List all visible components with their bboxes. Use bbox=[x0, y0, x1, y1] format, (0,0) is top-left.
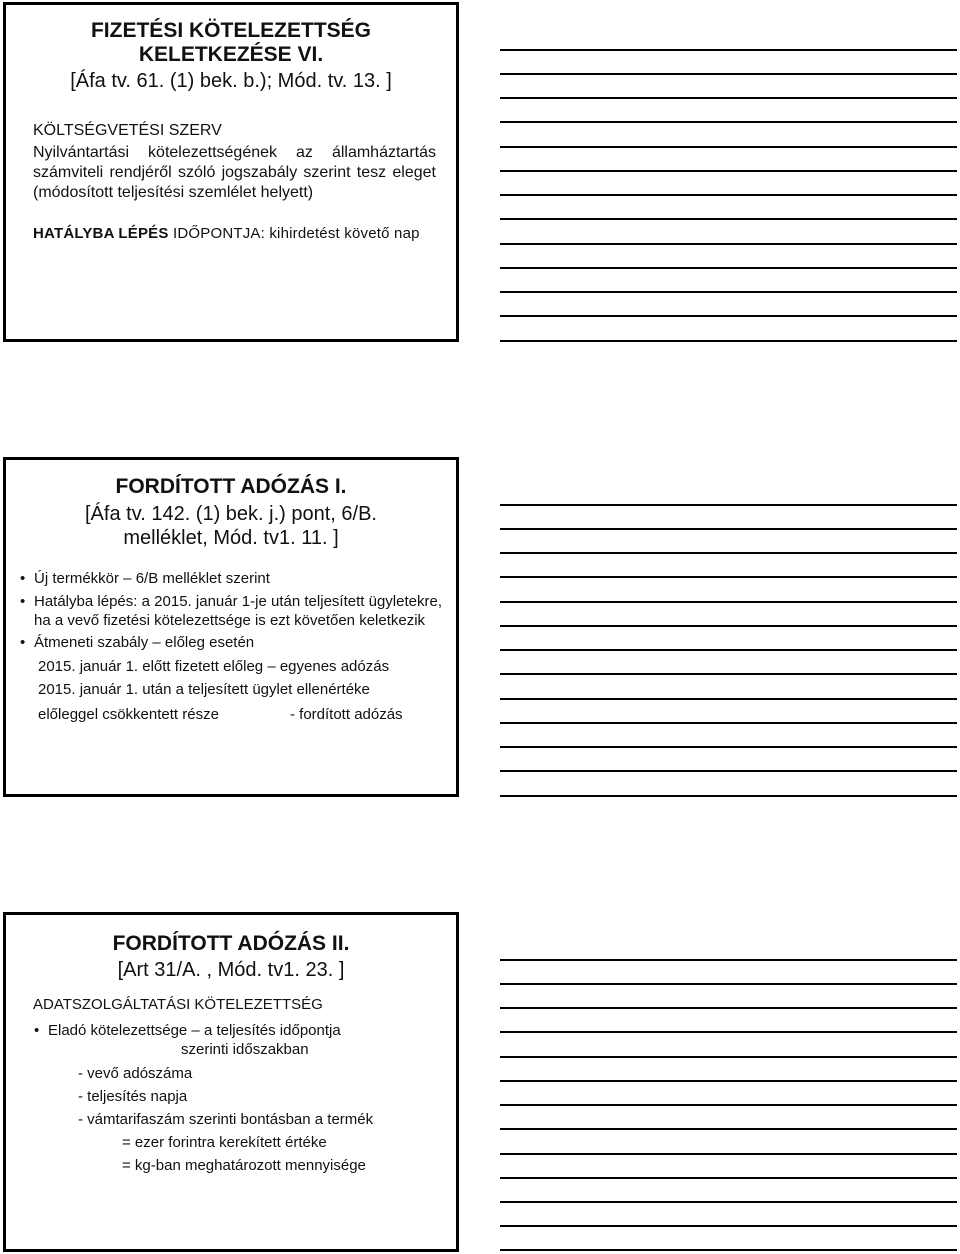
note-line bbox=[500, 1056, 957, 1058]
slide-2-line-3-right: - fordított adózás bbox=[290, 706, 403, 723]
slide-3-subtitle: [Art 31/A. , Mód. tv1. 23. ] bbox=[117, 959, 345, 981]
slide-2 bbox=[3, 457, 459, 797]
slide-2-bullet-1: • Új termékkör – 6/B melléklet szerint bbox=[16, 569, 442, 588]
note-line bbox=[500, 49, 957, 51]
note-line bbox=[500, 1249, 957, 1251]
note-line bbox=[500, 576, 957, 578]
note-line bbox=[500, 1177, 957, 1179]
note-line bbox=[500, 649, 957, 651]
slide-3-bullet-1: • Eladó kötelezettsége – a teljesítés időpontja bbox=[30, 1021, 442, 1040]
note-line bbox=[500, 170, 957, 172]
note-line bbox=[500, 267, 957, 269]
slide-1-title-line-1: FIZETÉSI KÖTELEZETTSÉG bbox=[90, 19, 371, 42]
note-line bbox=[500, 97, 957, 99]
slide-3-item-2: - teljesítés napja bbox=[78, 1088, 188, 1105]
note-line bbox=[500, 504, 957, 506]
note-line bbox=[500, 795, 957, 797]
note-line bbox=[500, 243, 957, 245]
note-line bbox=[500, 746, 957, 748]
slide-1-effective-text: IDŐPONTJA: kihirdetést követő nap bbox=[168, 225, 420, 242]
note-line bbox=[500, 959, 957, 961]
slide-3-bullet-1-continuation: szerinti időszakban bbox=[181, 1041, 309, 1058]
note-line bbox=[500, 291, 957, 293]
note-line bbox=[500, 1080, 957, 1082]
slide-2-subtitle-line-1: [Áfa tv. 142. (1) bek. j.) pont, 6/B. bbox=[85, 503, 377, 525]
note-line bbox=[500, 698, 957, 700]
note-line bbox=[500, 770, 957, 772]
slide-1-effective-date bbox=[33, 224, 436, 244]
note-line bbox=[500, 1007, 957, 1009]
slide-2-line-2: 2015. január 1. után a teljesített ügylet ellenértéke bbox=[38, 681, 370, 698]
note-line bbox=[500, 340, 957, 342]
slide-1-heading: KÖLTSÉGVETÉSI SZERV bbox=[33, 122, 222, 139]
note-line bbox=[500, 528, 957, 530]
note-line bbox=[500, 1104, 957, 1106]
slide-1 bbox=[3, 2, 459, 342]
slide-1-title-line-2: KELETKEZÉSE VI. bbox=[138, 43, 324, 66]
slide-2-bullet-2: • Hatályba lépés: a 2015. január 1-je után teljesített ügyletekre, ha a vevő fizetési kötelezettsége is ezt követően keletkezik bbox=[16, 592, 442, 630]
note-line bbox=[500, 121, 957, 123]
slide-2-title: FORDÍTOTT ADÓZÁS I. bbox=[115, 475, 347, 498]
slide-3-heading: ADATSZOLGÁLTATÁSI KÖTELEZETTSÉG bbox=[33, 996, 323, 1013]
slide-1-body: Nyilvántartási kötelezettségének az államháztartás számviteli rendjéről szóló jogszabály szerint tesz eleget (módosított teljesítési szemlélet helyett) bbox=[33, 144, 436, 201]
slide-2-subtitle-line-2: melléklet, Mód. tv1. 11. ] bbox=[123, 527, 339, 549]
note-line bbox=[500, 1201, 957, 1203]
note-line bbox=[500, 673, 957, 675]
slide-1-subtitle: [Áfa tv. 61. (1) bek. b.); Mód. tv. 13. ] bbox=[70, 70, 392, 92]
note-line bbox=[500, 1031, 957, 1033]
note-line bbox=[500, 73, 957, 75]
slide-3-title: FORDÍTOTT ADÓZÁS II. bbox=[112, 932, 350, 955]
note-line bbox=[500, 1153, 957, 1155]
note-line bbox=[500, 625, 957, 627]
note-line bbox=[500, 315, 957, 317]
note-line bbox=[500, 722, 957, 724]
slide-2-bullet-3: • Átmeneti szabály – előleg esetén bbox=[16, 633, 442, 652]
note-line bbox=[500, 146, 957, 148]
note-line bbox=[500, 552, 957, 554]
slide-3-item-3: - vámtarifaszám szerinti bontásban a termék bbox=[78, 1111, 374, 1128]
slide-3-item-5: = kg-ban meghatározott mennyisége bbox=[122, 1157, 366, 1174]
slide-2-line-1: 2015. január 1. előtt fizetett előleg – egyenes adózás bbox=[38, 658, 390, 675]
note-line bbox=[500, 1225, 957, 1227]
note-line bbox=[500, 194, 957, 196]
slide-3-item-1: - vevő adószáma bbox=[78, 1065, 193, 1082]
slide-2-line-3-left: előleggel csökkentett része bbox=[38, 706, 219, 723]
slide-2-line-3 bbox=[16, 705, 442, 724]
slide-3 bbox=[3, 912, 459, 1252]
note-line bbox=[500, 218, 957, 220]
slide-1-effective-label: HATÁLYBA LÉPÉS bbox=[33, 225, 169, 242]
note-line bbox=[500, 601, 957, 603]
note-line bbox=[500, 983, 957, 985]
note-line bbox=[500, 1128, 957, 1130]
slide-3-item-4: = ezer forintra kerekített értéke bbox=[122, 1134, 327, 1151]
